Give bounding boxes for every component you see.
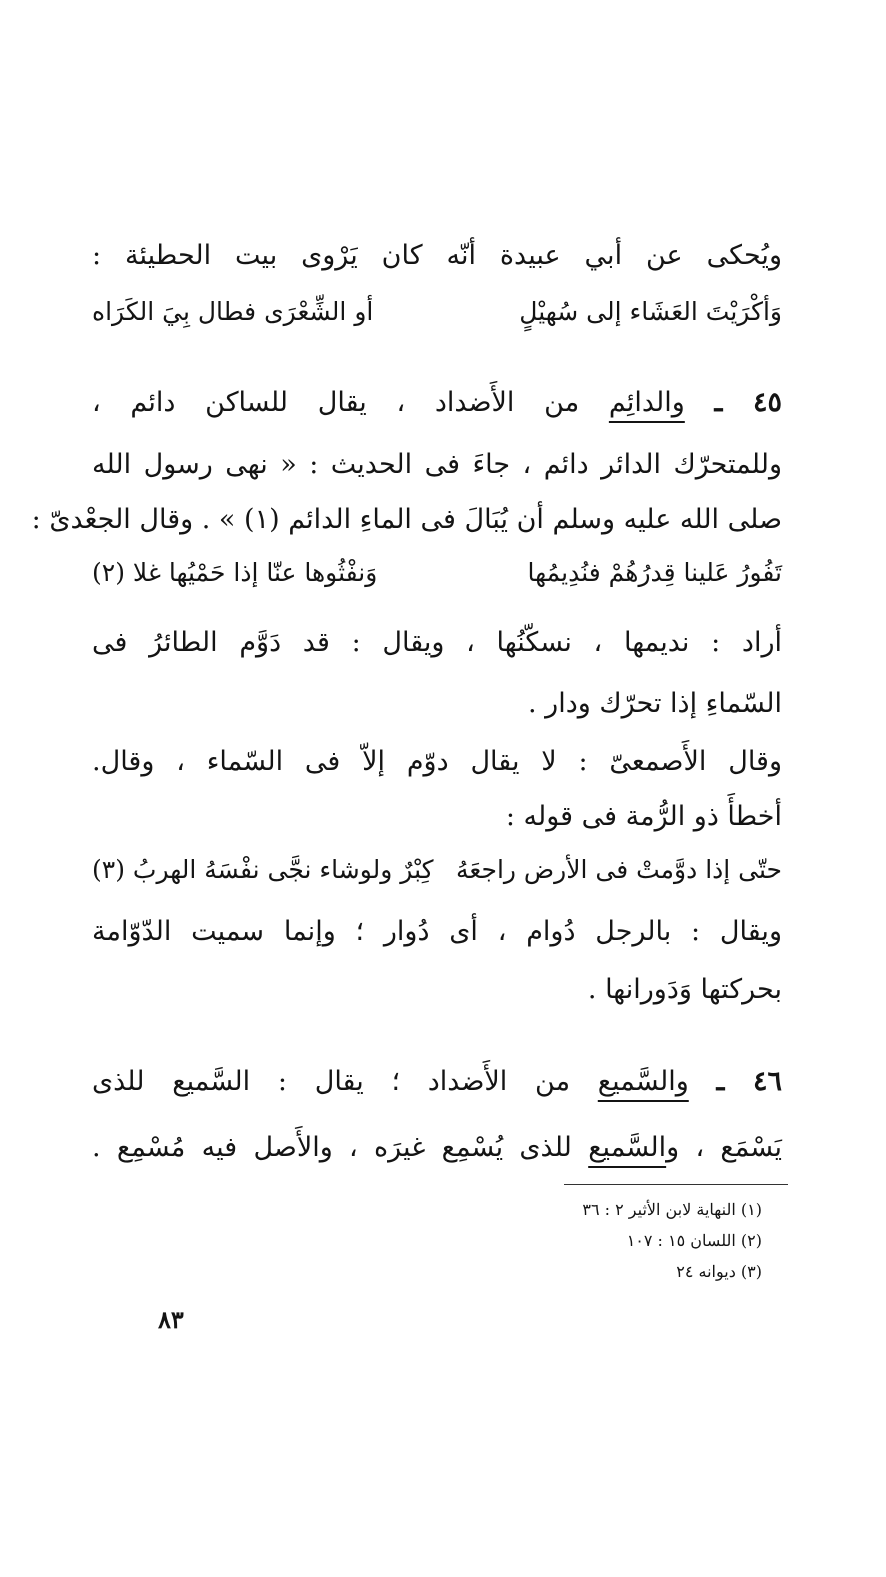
verse-1-second-hemistich: أو الشِّعْرَى فطال بِيَ الكَرَاه [92, 297, 374, 326]
entry-46-term: والسَّميع [597, 1066, 689, 1097]
verse-3-first-hemistich: حتّى إذا دوَّمتْ فى الأرض راجعَهُ [456, 855, 782, 884]
verse-3-second-hemistich: كِبْرٌ ولوشاء نجَّى نفْسَهُ الهربُ (٣) [92, 855, 434, 884]
entry-45-heading [92, 383, 782, 423]
text-line-13: بحركتها وَدَورانها . [587, 974, 782, 1005]
entry-45-term: والدائِم [608, 387, 685, 418]
footnote-separator [564, 1184, 788, 1185]
page-number: ٨٣ [158, 1305, 184, 1334]
verse-2-second-hemistich: وَنفْثُوها عنّا إذا حَمْيُها غلا (٢) [92, 558, 378, 587]
verse-1 [92, 292, 782, 332]
footnote-1: (١) النهاية لابن الأثير ٢ : ٣٦ [582, 1200, 762, 1219]
footnote-3: (٣) ديوانه ٢٤ [676, 1262, 762, 1281]
verse-2 [92, 553, 782, 593]
entry-45-number: ٤٥ ـ [714, 387, 782, 418]
verse-2-first-hemistich: تَفُورُ عَلينا قِدرُهُمْ فنُدِيمُها [527, 558, 782, 587]
entry-45-text: من الأَضداد ، يقال للساكن دائم ، [92, 387, 580, 418]
text-line-7: أراد : نديمها ، نسكّنُها ، ويقال : قد دَوَّم الطائرُ فى [92, 627, 782, 658]
text-line-4: وللمتحرّك الدائر دائم ، جاءَ فى الحديث : « نهى رسول الله [92, 449, 782, 480]
entry-46-text: من الأَضداد ؛ يقال : السَّميع للذى [92, 1066, 571, 1097]
verse-1-first-hemistich: وَأكْرَيْتَ العَشَاء إلى سُهيْلٍ [519, 297, 782, 326]
entry-46-heading [92, 1062, 782, 1102]
text-line-15-end: للذى يُسْمِع غيرَه ، والأَصل فيه مُسْمِع . [92, 1132, 572, 1163]
text-line-9: وقال الأَصمعىّ : لا يقال دوّم إلاّ فى السّماء ، وقال. [92, 746, 782, 777]
text-line-5: صلى الله عليه وسلم أن يُبَالَ فى الماءِ الدائم (١) » . وقال الجعْدىّ : [31, 504, 782, 535]
text-line-12: ويقال : بالرجل دُوام ، أى دُوار ؛ وإنما سميت الدّوّامة [92, 916, 782, 947]
text-line-15-term: السَّميع [588, 1132, 667, 1163]
text-line-10: أخطأَ ذو الرُّمة فى قوله : [505, 801, 782, 832]
text-line-1: ويُحكى عن أبي عبيدة أنّه كان يَرْوى بيت الحطيئة : [92, 240, 782, 271]
text-line-15-start: يَسْمَع ، و [666, 1132, 783, 1163]
text-line-8: السّماءِ إذا تحرّك ودار . [528, 688, 782, 719]
entry-46-number: ٤٦ ـ [716, 1066, 782, 1097]
verse-3 [92, 850, 782, 890]
text-line-15 [92, 1128, 782, 1168]
footnote-2: (٢) اللسان ١٥ : ١٠٧ [626, 1231, 762, 1250]
